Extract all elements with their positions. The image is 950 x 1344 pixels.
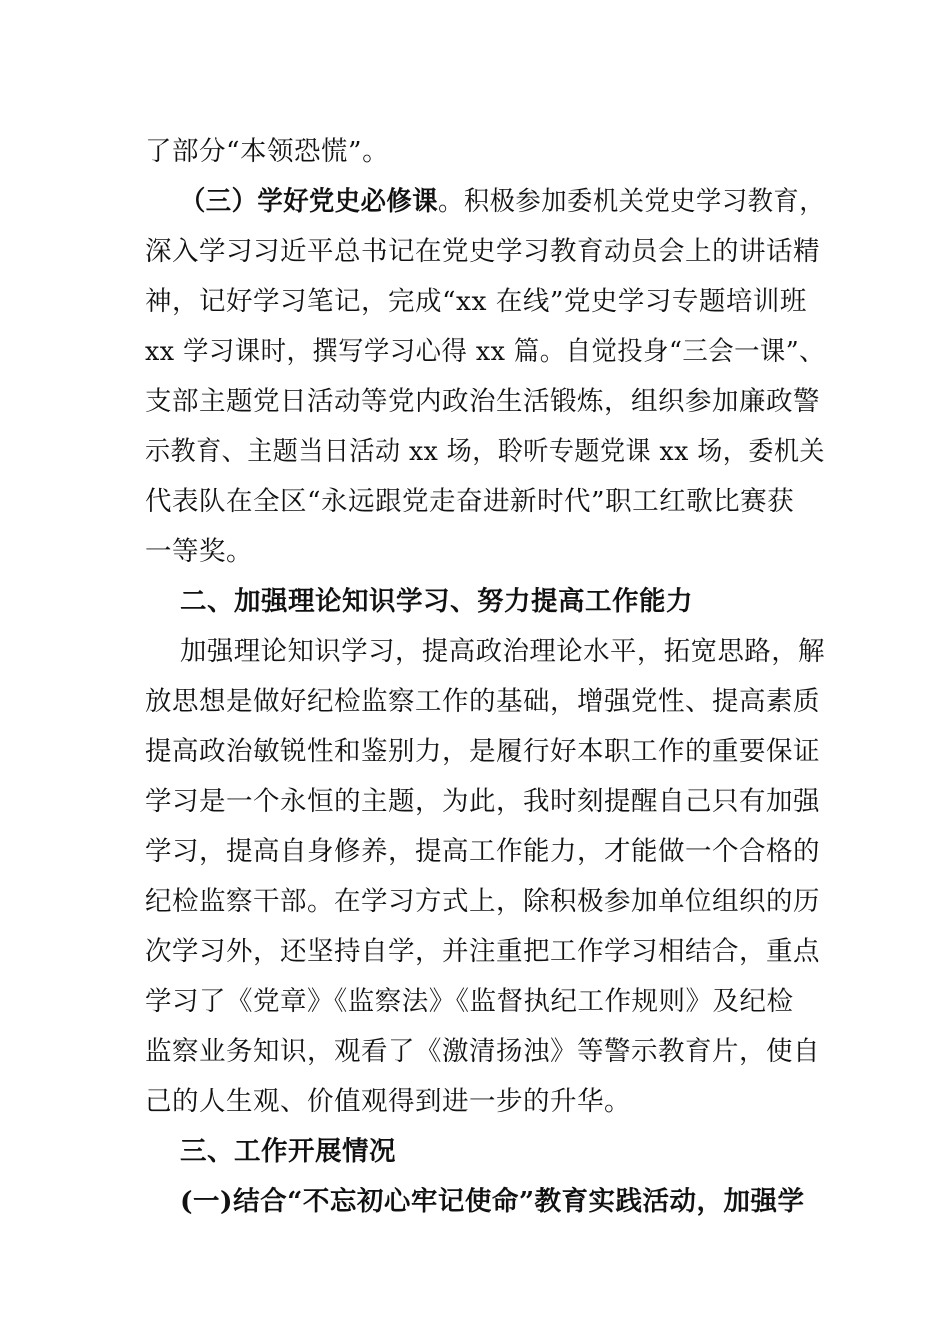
paragraph-line [145,1081,825,1123]
paragraph-line [145,931,825,973]
line-text: 学习了《党章》《监察法》《监督执纪工作规则》及纪检 [145,986,794,1017]
line-text: 了部分“本领恐慌”。 [145,136,390,167]
subheading-text: （三）学好党史必修课 [180,186,439,217]
paragraph-line [145,331,826,373]
line-text: 深入学习习近平总书记在党史学习教育动员会上的讲话精 [145,236,820,267]
line-text: 一等奖。 [145,536,253,567]
paragraph-line [145,231,825,273]
line-text: 次学习外，还坚持自学，并注重把工作学习相结合，重点 [145,936,820,967]
line-text: 纪检监察干部。在学习方式上，除积极参加单位组织的历 [145,886,820,917]
section-heading [180,1131,860,1173]
line-text: 己的人生观、价值观得到进一步的升华。 [145,1086,631,1117]
line-text: xx 学习课时，撰写学习心得 xx 篇。自觉投身“三会一课”、 [145,336,826,367]
section-heading [180,581,860,623]
line-text: 。积极参加委机关党史学习教育， [438,186,826,217]
paragraph-line [145,481,825,523]
line-text: 神，记好学习笔记，完成“xx 在线”党史学习专题培训班 [145,286,807,317]
subheading-line [180,181,830,223]
section-heading-text: 三、工作开展情况 [180,1136,396,1167]
subheading-line [180,1181,860,1223]
paragraph-line [145,881,825,923]
paragraph-line [145,131,825,173]
line-text: 代表队在全区“永远跟党走奋进新时代”职工红歌比赛获 [145,486,795,517]
line-text: 加强理论知识学习，提高政治理论水平，拓宽思路，解 [180,636,826,667]
paragraph-line [180,631,857,673]
paragraph-line [145,281,825,323]
line-text: 支部主题党日活动等党内政治生活锻炼，组织参加廉政警 [145,386,820,417]
paragraph-line [145,681,825,723]
line-text: 放思想是做好纪检监察工作的基础，增强党性、提高素质 [145,686,820,717]
paragraph-line [145,531,825,573]
paragraph-line [145,831,825,873]
line-text: 学习，提高自身修养，提高工作能力，才能做一个合格的 [145,836,820,867]
paragraph-line [145,781,825,823]
paragraph-line [145,731,825,773]
paragraph-line [145,981,825,1023]
line-text: 提高政治敏锐性和鉴别力，是履行好本职工作的重要保证 [145,736,820,767]
paragraph-line [145,431,825,473]
section-heading-text: 二、加强理论知识学习、努力提高工作能力 [180,586,693,617]
line-text: 示教育、主题当日活动 xx 场，聆听专题党课 xx 场，委机关 [145,436,825,467]
subheading-text: (一)结合“不忘初心牢记使命”教育实践活动，加强学 [180,1186,805,1217]
line-text: 监察业务知识，观看了《激清扬浊》等警示教育片，使自 [145,1036,820,1067]
paragraph-line [145,381,825,423]
paragraph-line [145,1031,825,1073]
line-text: 学习是一个永恒的主题，为此，我时刻提醒自己只有加强 [145,786,820,817]
